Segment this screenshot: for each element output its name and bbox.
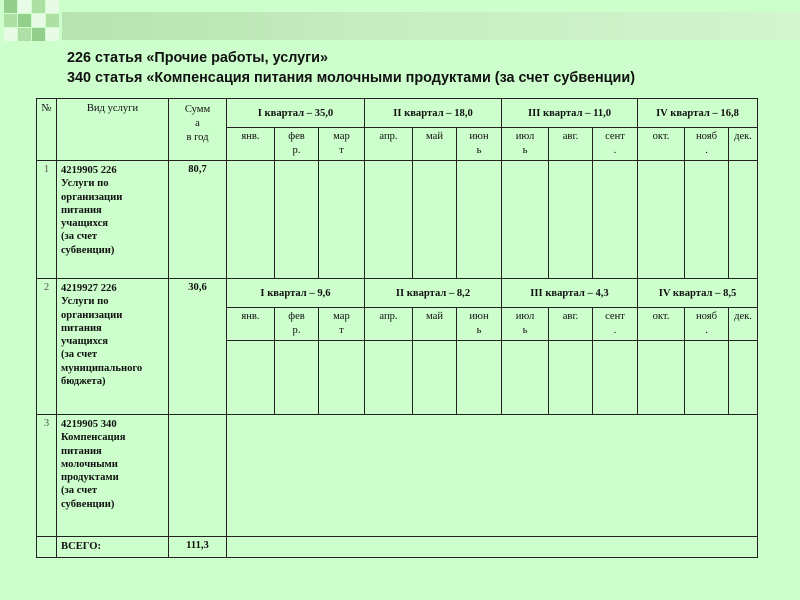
service-line: муниципального (61, 362, 143, 374)
service-line: учащихся (61, 336, 109, 348)
month-label: ь (476, 325, 482, 336)
deco-square (4, 0, 17, 13)
quarter-cell: IV квартал – 8,5 (638, 279, 758, 308)
month-cell (457, 128, 502, 161)
service-line: (за счет (61, 231, 98, 243)
row-service (57, 279, 169, 415)
month-label: нояб (696, 131, 718, 142)
service-line: (за счет (61, 349, 98, 361)
row-sum (169, 415, 227, 537)
service-line: 4219905 340 (61, 419, 117, 430)
service-line: организации (61, 191, 123, 203)
empty-cell (685, 341, 729, 415)
month-label: мар (333, 131, 350, 142)
total-label: ВСЕГО: (57, 537, 169, 558)
empty-cell (457, 341, 502, 415)
service-line: питания (61, 204, 102, 216)
month-cell (413, 128, 457, 161)
month-cell (365, 128, 413, 161)
quarter-cell: II квартал – 8,2 (365, 279, 502, 308)
month-label: нояб (696, 311, 718, 322)
service-line: продуктами (61, 472, 119, 484)
deco-square (46, 14, 59, 27)
header-sum: Сумм а в год (169, 99, 227, 161)
empty-cell (685, 161, 729, 279)
deco-square (18, 14, 31, 27)
month-label: ь (522, 145, 528, 156)
quarter-cell: III квартал – 11,0 (502, 99, 638, 128)
month-label: фев (288, 311, 305, 322)
service-line: (за счет (61, 485, 98, 497)
empty-cell (227, 415, 758, 537)
table-row (37, 415, 758, 537)
month-label: . (613, 325, 617, 336)
month-cell (227, 128, 275, 161)
empty-cell (549, 161, 593, 279)
month-label: янв. (241, 131, 260, 142)
service-line: бюджета) (61, 376, 106, 388)
empty-cell (638, 161, 685, 279)
total-value: 111,3 (169, 537, 227, 558)
month-cell (685, 308, 729, 341)
deco-square (4, 14, 17, 27)
month-label: ь (476, 145, 482, 156)
row-sum: 30,6 (169, 279, 227, 415)
service-line: субвенции) (61, 498, 115, 510)
month-cell (365, 308, 413, 341)
empty-cell (319, 161, 365, 279)
month-cell (549, 128, 593, 161)
empty-cell (593, 161, 638, 279)
deco-square (46, 28, 59, 41)
empty-cell (729, 341, 758, 415)
empty-cell (275, 161, 319, 279)
empty-cell (413, 341, 457, 415)
gradient-bar (62, 12, 800, 40)
total-row (37, 537, 758, 558)
empty-cell (502, 161, 549, 279)
month-label: май (425, 311, 443, 322)
month-label: авг. (562, 131, 579, 142)
month-label: авг. (562, 311, 579, 322)
month-label: р. (292, 325, 301, 336)
empty-cell (638, 341, 685, 415)
month-label: сент (605, 131, 625, 142)
month-label: р. (292, 145, 301, 156)
table-row (37, 279, 758, 308)
deco-square (32, 0, 45, 13)
month-cell (457, 308, 502, 341)
month-label: ь (522, 325, 528, 336)
month-label: окт. (652, 131, 670, 142)
title-bar-decoration (0, 0, 800, 46)
quarter-cell: II квартал – 18,0 (365, 99, 502, 128)
empty-cell (227, 341, 275, 415)
empty-cell (457, 161, 502, 279)
service-line: молочными (61, 458, 118, 470)
deco-square (46, 0, 59, 13)
deco-square (32, 14, 45, 27)
empty-cell (227, 537, 758, 558)
month-cell (729, 308, 758, 341)
month-cell (549, 308, 593, 341)
empty-cell (365, 341, 413, 415)
empty-cell (227, 161, 275, 279)
month-label: т (339, 325, 344, 336)
month-cell (413, 308, 457, 341)
month-cell (593, 308, 638, 341)
table-row (37, 161, 758, 279)
service-line: организации (61, 309, 123, 321)
deco-square (18, 28, 31, 41)
empty-cell (729, 161, 758, 279)
month-label: . (705, 145, 708, 156)
service-line: Услуги по (61, 178, 109, 190)
row-service (57, 415, 169, 537)
month-label: . (705, 325, 708, 336)
service-line: питания (61, 322, 102, 334)
month-label: май (425, 131, 443, 142)
service-line: 4219927 226 (61, 283, 117, 294)
deco-square (32, 28, 45, 41)
month-label: июн (469, 311, 489, 322)
page-heading (67, 48, 787, 88)
empty-cell (275, 341, 319, 415)
quarter-cell: I квартал – 9,6 (227, 279, 365, 308)
row-num: 2 (37, 279, 57, 415)
service-line: 4219905 226 (61, 165, 117, 176)
month-label: . (613, 145, 617, 156)
deco-square (18, 0, 31, 13)
budget-table (36, 98, 758, 558)
month-label: т (339, 145, 344, 156)
heading-line-2: 340 статья «Компенсация питания молочными продуктами (за счет субвенции) (67, 70, 635, 86)
month-label: сент (605, 311, 625, 322)
empty-cell (593, 341, 638, 415)
month-cell (227, 308, 275, 341)
service-line: учащихся (61, 218, 109, 230)
month-cell (638, 308, 685, 341)
month-cell (502, 128, 549, 161)
month-label: дек. (734, 311, 752, 322)
month-cell (729, 128, 758, 161)
row-sum: 80,7 (169, 161, 227, 279)
quarter-cell: I квартал – 35,0 (227, 99, 365, 128)
row-num: 1 (37, 161, 57, 279)
empty-cell (365, 161, 413, 279)
month-cell (319, 128, 365, 161)
empty-cell (37, 537, 57, 558)
month-label: апр. (379, 131, 398, 142)
empty-cell (549, 341, 593, 415)
month-cell (638, 128, 685, 161)
month-cell (275, 308, 319, 341)
heading-line-1: 226 статья «Прочие работы, услуги» (67, 50, 329, 66)
month-label: июн (469, 131, 489, 142)
header-num: № (37, 99, 57, 161)
month-cell (593, 128, 638, 161)
quarter-cell: III квартал – 4,3 (502, 279, 638, 308)
header-service: Вид услуги (57, 99, 169, 161)
month-label: мар (333, 311, 350, 322)
month-label: июл (515, 311, 535, 322)
month-cell (319, 308, 365, 341)
month-label: июл (515, 131, 535, 142)
service-line: Услуги по (61, 296, 109, 308)
quarter-cell: IV квартал – 16,8 (638, 99, 758, 128)
quarter-header-row (37, 99, 758, 128)
month-label: дек. (734, 131, 752, 142)
row-num: 3 (37, 415, 57, 537)
service-line: питания (61, 445, 102, 457)
empty-cell (413, 161, 457, 279)
month-label: апр. (379, 311, 398, 322)
empty-cell (502, 341, 549, 415)
deco-square (4, 28, 17, 41)
month-label: окт. (652, 311, 670, 322)
service-line: Компенсация (61, 432, 126, 444)
month-label: янв. (241, 311, 260, 322)
row-service (57, 161, 169, 279)
month-cell (275, 128, 319, 161)
empty-cell (319, 341, 365, 415)
month-cell (502, 308, 549, 341)
service-line: субвенции) (61, 244, 115, 256)
month-cell (685, 128, 729, 161)
month-label: фев (288, 131, 305, 142)
